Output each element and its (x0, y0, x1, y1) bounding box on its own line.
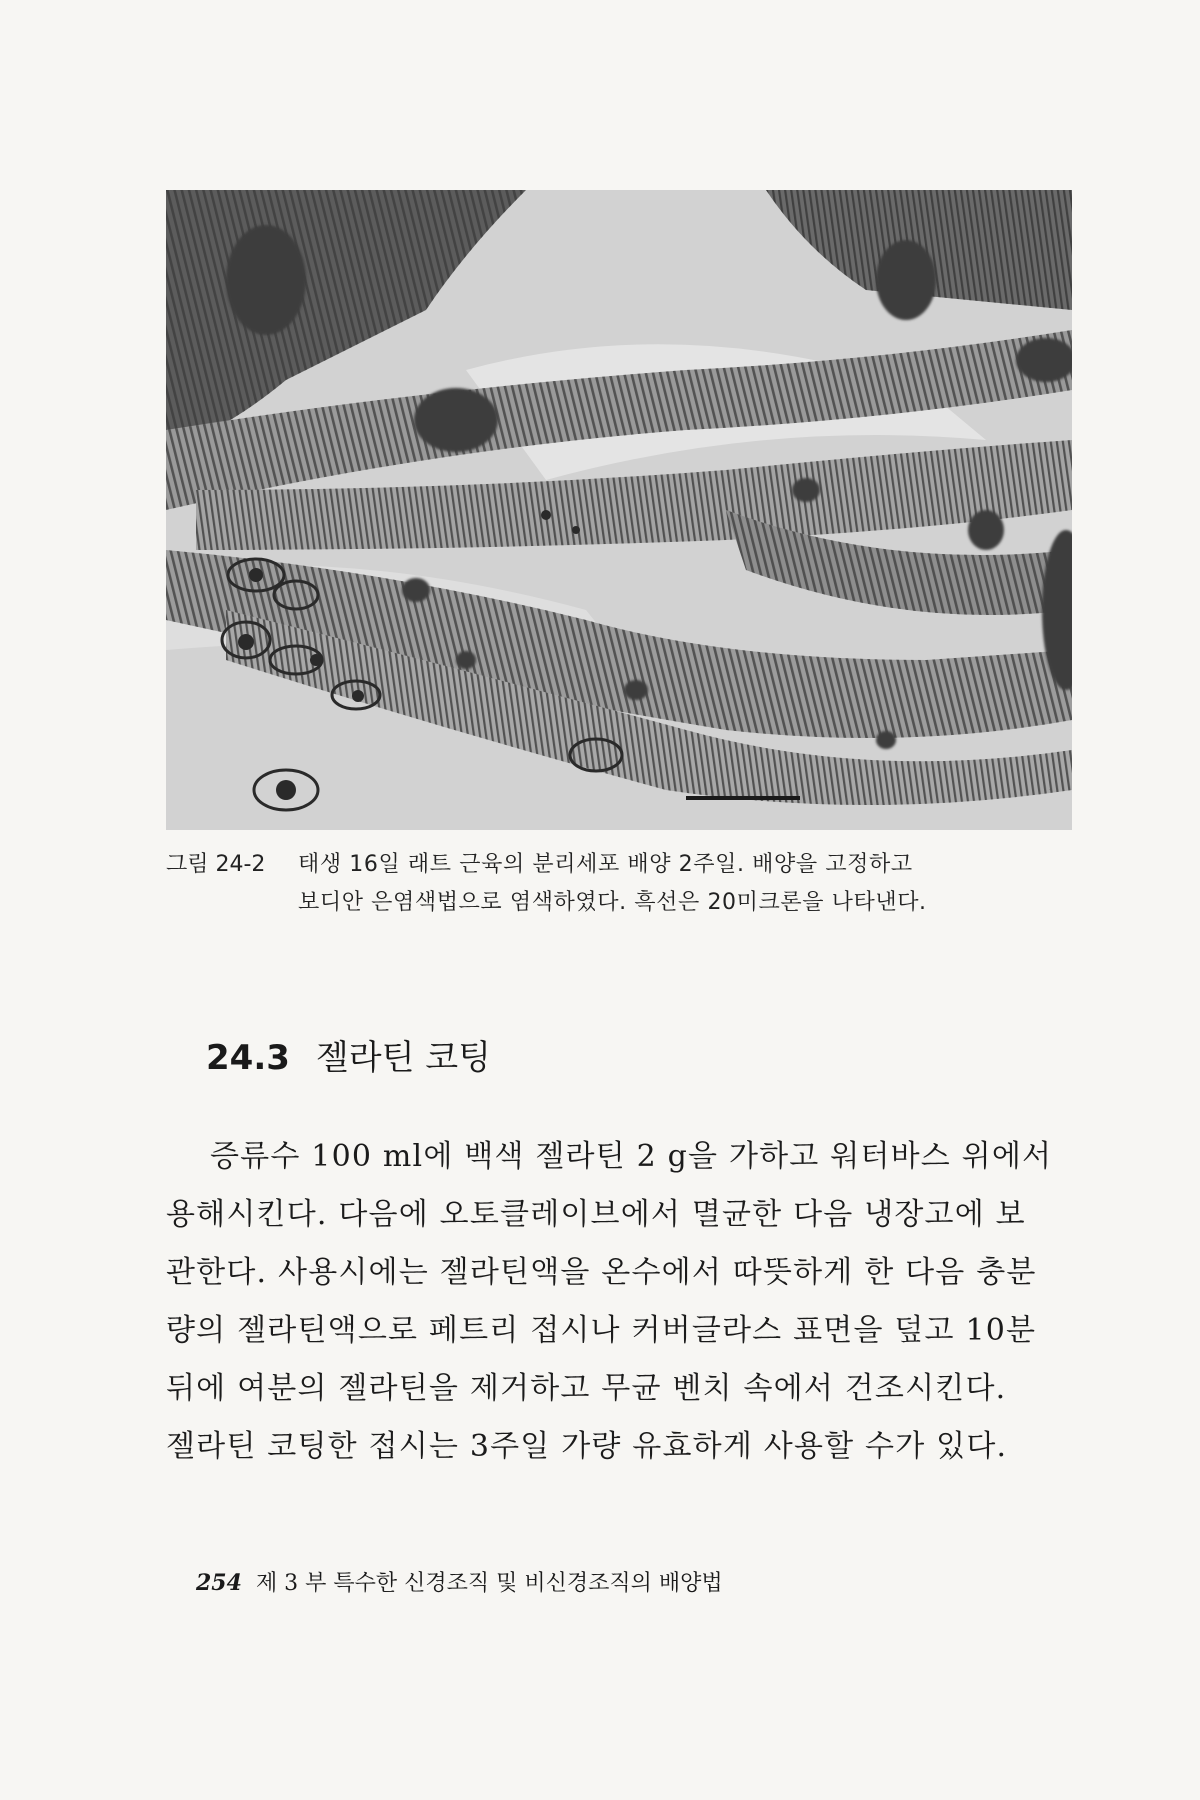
paragraph-line: 용해시킨다. 다음에 오토클레이브에서 멸균한 다음 냉장고에 보 (166, 1197, 1026, 1232)
paragraph-line: 증류수 100 ml에 백색 젤라틴 2 g을 가하고 워터바스 위에서 (210, 1139, 1053, 1174)
section-number: 24.3 (206, 1038, 290, 1078)
page-number: 254 (196, 1570, 242, 1596)
paragraph-line: 관한다. 사용시에는 젤라틴액을 온수에서 따뜻하게 한 다음 충분 (166, 1255, 1037, 1290)
figure-caption-line: 보디안 은염색법으로 염색하였다. 흑선은 20미크론을 나타낸다. (298, 890, 927, 915)
micrograph-figure (166, 190, 1072, 830)
figure-caption-line: 태생 16일 래트 근육의 분리세포 배양 2주일. 배양을 고정하고 (298, 852, 913, 877)
page-footer (196, 1568, 723, 1599)
running-title: 제 3 부 특수한 신경조직 및 비신경조직의 배양법 (255, 1571, 723, 1596)
body-paragraph (166, 1128, 1072, 1476)
scale-bar (686, 796, 800, 800)
section-heading (206, 1036, 491, 1080)
figure-caption-label: 그림 24-2 (166, 852, 266, 877)
figure-caption-indent (166, 884, 298, 922)
paragraph-line: 젤라틴 코팅한 접시는 3주일 가량 유효하게 사용할 수가 있다. (166, 1429, 1008, 1464)
paragraph-line: 뒤에 여분의 젤라틴을 제거하고 무균 벤치 속에서 건조시킨다. (166, 1371, 1007, 1406)
figure-caption (166, 846, 1072, 922)
micrograph-image (166, 190, 1072, 830)
section-title: 젤라틴 코팅 (315, 1038, 491, 1078)
paragraph-line: 량의 젤라틴액으로 페트리 접시나 커버글라스 표면을 덮고 10분 (166, 1313, 1037, 1348)
